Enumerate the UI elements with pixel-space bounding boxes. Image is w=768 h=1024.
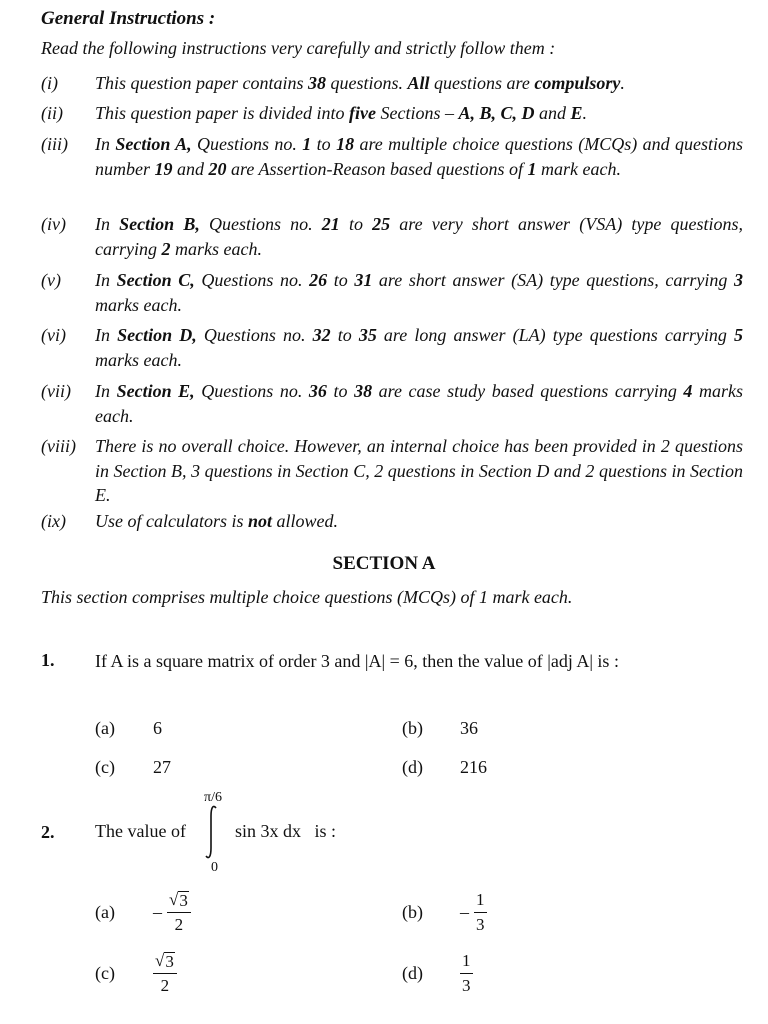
instruction-item	[41, 268, 743, 317]
fraction: $\frac{1}{3}$	[476, 890, 485, 934]
question-text: The value of	[95, 821, 186, 841]
fraction: $\frac{1}{3}$	[462, 951, 471, 995]
integrand: sin 3x dx is :	[235, 821, 337, 841]
lower-limit: 0	[211, 860, 218, 875]
instruction-text: In Section B, Questions no. 21 to 25 are very short answer (VSA) type questions, carrying 2 marks each.	[95, 214, 743, 259]
fraction: √ 3 2	[167, 890, 191, 935]
question-text: If A is a square matrix of order 3 and |A| = 6, then the value of |adj A| is :	[95, 651, 619, 671]
instruction-number: (iii)	[41, 134, 68, 154]
instruction-number: (vii)	[41, 381, 71, 401]
fraction: √ 3 2	[153, 951, 177, 996]
instruction-number: (vi)	[41, 325, 66, 345]
instruction-item	[41, 132, 743, 181]
option-a: (a) – √ 3 2	[95, 890, 191, 935]
instruction-item	[41, 71, 743, 96]
option-c: (c) 27	[95, 757, 171, 777]
sqrt-symbol: √	[169, 890, 179, 909]
instruction-text: In Section E, Questions no. 36 to 38 are case study based questions carrying 4 marks each.	[95, 381, 743, 426]
instruction-text: In Section A, Questions no. 1 to 18 are multiple choice questions (MCQs) and questions number 19 and 20 are Assertion-Reason based questions of 1 mark each.	[95, 134, 744, 179]
instruction-text: This question paper contains 38 questions. All questions are compulsory.	[95, 73, 625, 93]
instruction-item	[41, 434, 743, 508]
question-number: 1.	[41, 650, 55, 670]
sqrt-symbol: √	[155, 951, 165, 970]
instruction-text: This question paper is divided into five Sections – A, B, C, D and E.	[95, 103, 588, 123]
integral-expression	[95, 788, 395, 883]
minus-sign: –	[153, 902, 162, 922]
instruction-item	[41, 212, 743, 261]
option-b: (b) 36	[402, 718, 478, 738]
question-number: 2.	[41, 822, 55, 842]
instruction-number: (viii)	[41, 436, 76, 456]
option-d: (d) 216	[402, 757, 487, 777]
instruction-item	[41, 101, 743, 126]
option-c: (c) √ 3 2	[95, 951, 177, 996]
instruction-text: In Section C, Questions no. 26 to 31 are short answer (SA) type questions, carrying 3 marks each.	[95, 270, 743, 315]
integral-sign	[203, 804, 219, 860]
minus-sign: –	[460, 902, 469, 922]
instruction-item	[41, 509, 743, 534]
instruction-text: Use of calculators is not allowed.	[95, 511, 339, 531]
instruction-number: (ix)	[41, 511, 66, 531]
upper-limit: π/6	[204, 790, 222, 805]
section-title: SECTION A	[332, 553, 436, 574]
instruction-number: (iv)	[41, 214, 66, 234]
instruction-number: (i)	[41, 73, 58, 93]
instruction-number: (ii)	[41, 103, 63, 123]
option-d: (d) $\frac{1}{3}$	[402, 951, 471, 995]
instruction-item	[41, 323, 743, 372]
instruction-text: In Section D, Questions no. 32 to 35 are long answer (LA) type questions carrying 5 marks each.	[95, 325, 744, 370]
option-b: (b) – $\frac{1}{3}$	[402, 890, 485, 934]
general-instructions-heading: General Instructions :	[41, 8, 216, 29]
section-description: This section comprises multiple choice questions (MCQs) of 1 mark each.	[41, 587, 573, 607]
option-a: (a) 6	[95, 718, 162, 738]
instructions-intro: Read the following instructions very carefully and strictly follow them :	[41, 38, 556, 58]
instruction-number: (v)	[41, 270, 61, 290]
instruction-text: There is no overall choice. However, an internal choice has been provided in 2 questions in Section B, 3 questions in Section C, 2 questions in Section D and 2 questions in Section E.	[95, 436, 743, 505]
instruction-item	[41, 379, 743, 428]
